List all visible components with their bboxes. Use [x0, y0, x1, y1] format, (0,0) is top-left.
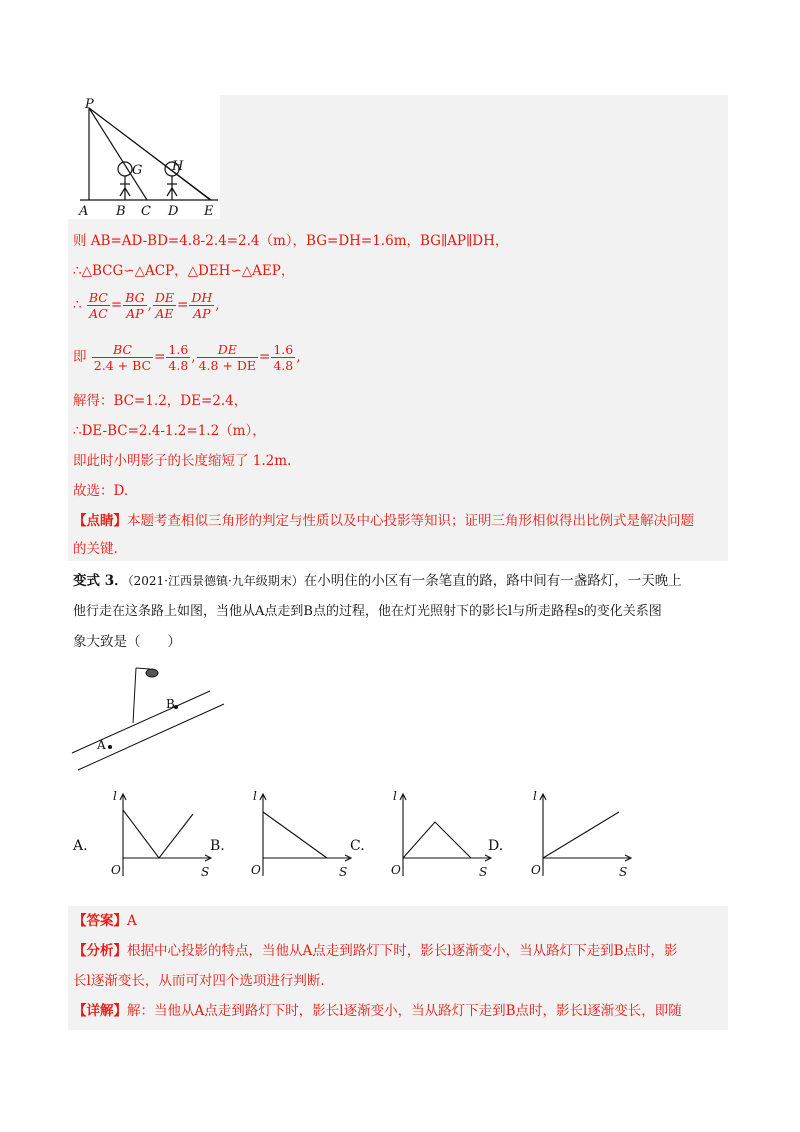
origin-label: O — [111, 863, 121, 877]
numerator: DE — [197, 342, 258, 358]
road-lamp-figure — [70, 658, 230, 773]
origin-label: O — [391, 863, 401, 877]
denominator: 4.8 + DE — [198, 358, 257, 373]
origin-label: O — [251, 863, 261, 877]
numerator: BG — [125, 290, 145, 305]
denominator: AE — [155, 306, 174, 321]
option-a-label[interactable]: A. — [73, 838, 88, 854]
x-axis-label: S — [339, 865, 348, 879]
denominator: AP — [193, 306, 211, 321]
fraction — [271, 342, 295, 373]
denominator: AC — [89, 306, 108, 321]
ji-prefix: 即 — [73, 349, 87, 365]
dianjing-line — [73, 512, 694, 530]
answer-line — [73, 912, 137, 930]
dianjing-line-2: 的关键. — [73, 541, 118, 557]
fraction — [166, 342, 190, 373]
label-e: E — [204, 204, 214, 219]
numerator: DE — [154, 290, 175, 305]
question-source: （2021·江西景德镇·九年级期末） — [127, 574, 304, 588]
option-d-graph[interactable] — [523, 788, 635, 880]
fraction — [123, 290, 146, 321]
option-b-graph[interactable] — [243, 788, 355, 880]
solution-line-7: 即此时小明影子的长度缩短了 1.2m. — [73, 453, 292, 469]
solution-line-1: 则 AB=AD-BD=4.8-2.4=2.4（m），BG=DH=1.6m，BG∥AP∥DH， — [73, 233, 509, 249]
label-a: A — [79, 204, 89, 219]
analysis-line-2: 长l逐渐变长，从而可对四个选项进行判断. — [73, 973, 325, 989]
numerator: DH — [191, 290, 213, 305]
shadow-geometry-figure — [76, 96, 222, 220]
y-axis-label: l — [533, 789, 537, 803]
y-axis-label: l — [113, 789, 117, 803]
fraction — [153, 290, 176, 321]
solution-background — [220, 95, 728, 219]
dianjing-tag: 【点睛】 — [73, 513, 127, 529]
fraction — [197, 342, 258, 373]
fraction — [92, 342, 153, 373]
label-g: G — [132, 163, 143, 178]
question-title: 变式 3． — [73, 573, 128, 589]
numerator: 1.6 — [273, 342, 294, 357]
label-h: H — [172, 159, 184, 174]
detail-tag: 【详解】 — [73, 1003, 127, 1019]
option-c-label[interactable]: C. — [350, 838, 365, 854]
solution-line-5: 解得：BC=1.2，DE=2.4， — [73, 393, 248, 409]
label-d: D — [168, 204, 179, 219]
answer-tag: 【答案】 — [73, 913, 127, 929]
numerator: 1.6 — [168, 342, 189, 357]
denominator: 2.4 + BC — [93, 358, 152, 373]
option-d-label[interactable]: D. — [488, 838, 504, 854]
analysis-line-1 — [73, 942, 678, 960]
numerator: BC — [92, 342, 153, 358]
solution-line-8: 故选：D. — [73, 483, 129, 499]
lamp-icon — [146, 669, 158, 677]
x-axis-label: S — [479, 865, 488, 879]
fraction — [87, 290, 110, 321]
origin-label: O — [531, 863, 541, 877]
question-line-1 — [73, 572, 682, 590]
x-axis-label: S — [201, 865, 210, 879]
option-b-label[interactable]: B. — [210, 838, 225, 854]
question-line-2: 他行走在这条路上如图，当他从A点走到B点的过程，他在灯光照射下的影长l与所走路程s的变化关系图 — [73, 604, 662, 619]
option-c-graph[interactable] — [383, 788, 495, 880]
solution-line-6: ∴DE-BC=2.4-1.2=1.2（m）， — [73, 423, 266, 439]
detail-line-1 — [73, 1002, 682, 1020]
numerator: BC — [88, 290, 108, 305]
denominator: AP — [126, 306, 144, 321]
label-p: P — [85, 97, 94, 112]
solution-line-2: ∴△BCG∽△ACP，△DEH∽△AEP， — [73, 263, 295, 279]
point-a-label: A — [97, 738, 106, 752]
therefore-symbol: ∴ — [73, 297, 82, 313]
fraction — [189, 290, 214, 321]
detail-text: 解：当他从A点走到路灯下时，影长l逐渐变小，当从路灯下走到B点时，影长l逐渐变长，即随 — [127, 1003, 682, 1019]
dianjing-text: 本题考查相似三角形的判定与性质以及中心投影等知识；证明三角形相似得出比例式是解决问题 — [127, 513, 694, 529]
denominator: 4.8 — [168, 358, 189, 373]
y-axis-label: l — [393, 789, 397, 803]
solution-proportion-line: ∴ $\frac{BC}{AC}$ = $\frac{BG}{AP}$ , $\frac{DE}{AE}$ = $\frac{DH}{AP}$ , — [73, 290, 220, 321]
denominator: 4.8 — [273, 358, 294, 373]
label-b: B — [116, 204, 126, 219]
x-axis-label: S — [619, 865, 628, 879]
label-c: C — [141, 204, 151, 219]
solution-substitution-line: 即 $\frac{BC}{2.4 + BC}$ = $\frac{1.6}{4.8}$ , $\frac{DE}{4.8 + DE}$ = $\frac{1.6}{4.8}$ , — [73, 342, 301, 373]
analysis-tag: 【分析】 — [73, 943, 127, 959]
y-axis-label: l — [253, 789, 257, 803]
option-a-graph[interactable] — [103, 788, 215, 880]
answer-text: A — [127, 913, 137, 929]
question-line-3: 象大致是（ ） — [73, 634, 181, 650]
point-b-label: B — [166, 697, 175, 711]
analysis-text: 根据中心投影的特点，当他从A点走到路灯下时，影长l逐渐变小，当从路灯下走到B点时，影 — [127, 943, 678, 959]
question-text: 在小明住的小区有一条笔直的路，路中间有一盏路灯，一天晚上 — [303, 573, 682, 589]
